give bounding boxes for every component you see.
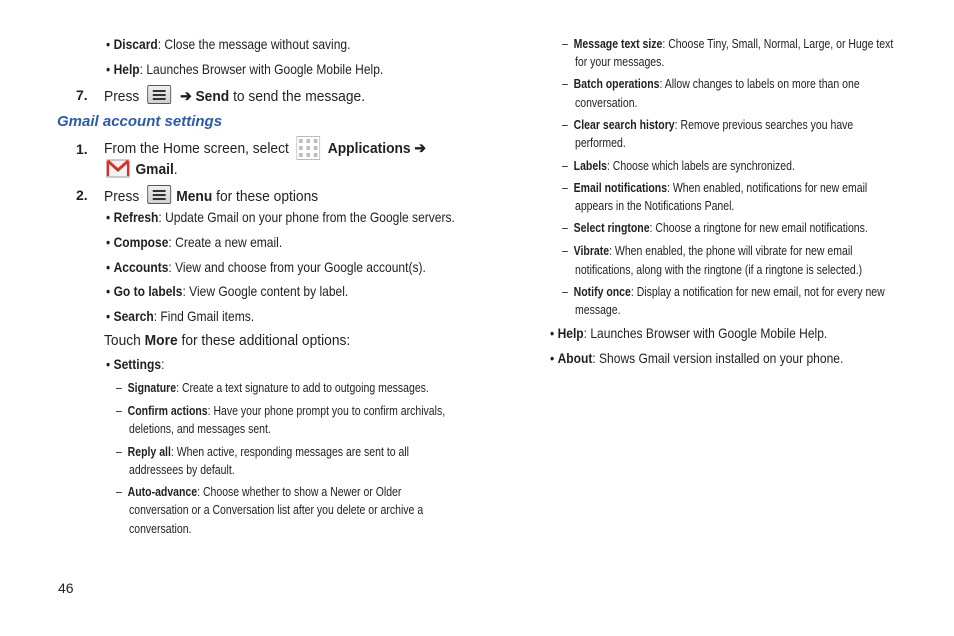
bullet-text: : View Google content by label. [182, 283, 349, 299]
step-text: Press [104, 88, 140, 105]
step-number: 1. [76, 141, 88, 157]
bullet-about: • About: Shows Gmail version installed on your phone. [550, 350, 844, 366]
sub-item-vibrate: – Vibrate: When enabled, the phone will vibrate for new email [562, 244, 853, 258]
step-bold: Gmail [135, 161, 174, 178]
sub-text-cont: deletions, and messages sent. [129, 422, 271, 436]
sub-bold: Clear search history [573, 118, 675, 132]
sub-text: : Choose Tiny, Small, Normal, Large, or Huge text [662, 37, 894, 51]
bullet-bold: Help [557, 325, 584, 341]
sub-bold: Confirm actions [127, 404, 208, 418]
bullet-text: : Close the message without saving. [157, 36, 351, 52]
bullet-bold: Accounts [113, 259, 169, 275]
bullet-help-right: • Help: Launches Browser with Google Mobile Help. [550, 325, 828, 341]
step-bold: Send [195, 88, 230, 105]
step-number: 7. [76, 87, 88, 103]
step-text: Press [104, 188, 140, 205]
bullet-go-to-labels: • Go to labels: View Google content by label. [106, 283, 349, 299]
sub-text: : When enabled, the phone will vibrate for new email [609, 244, 853, 258]
sub-item-auto-advance: – Auto-advance: Choose whether to show a Newer or Older [116, 485, 402, 499]
menu-key-icon [147, 185, 171, 204]
body-text: for these additional options: [181, 332, 351, 349]
bullet-settings: • Settings: [106, 356, 165, 372]
bullet-bold: Help [113, 61, 140, 77]
bullet-text: : View and choose from your Google account(s). [168, 259, 426, 275]
sub-text-cont: for your messages. [575, 55, 665, 69]
step-text: for these options [216, 188, 319, 205]
sub-text-cont: addressees by default. [129, 463, 235, 477]
sub-item-confirm-actions: – Confirm actions: Have your phone prompt you to confirm archivals, [116, 404, 446, 418]
bullet-discard: • Discard: Close the message without saving. [106, 36, 351, 52]
sub-item-clear-search-history: – Clear search history: Remove previous searches you have [562, 118, 854, 132]
bullet-text: : Launches Browser with Google Mobile Help. [583, 325, 828, 341]
sub-text: : Choose which labels are synchronized. [606, 159, 795, 173]
page-number: 46 [58, 580, 74, 596]
bullet-bold: Search [113, 308, 154, 324]
sub-item-email-notifications: – Email notifications: When enabled, notifications for new email [562, 181, 868, 195]
sub-item-reply-all: – Reply all: When active, responding messages are sent to all [116, 445, 410, 459]
sub-text-cont: message. [575, 303, 621, 317]
sub-text-cont: conversation. [575, 96, 638, 110]
arrow-glyph: ➔ [180, 88, 192, 105]
sub-item-labels: – Labels: Choose which labels are synchronized. [562, 159, 795, 173]
sub-text: : Choose a ringtone for new email notifications. [649, 221, 868, 235]
bullet-text: : Launches Browser with Google Mobile Help. [139, 61, 384, 77]
step-1 [104, 136, 454, 160]
bullet-bold: Discard [113, 36, 158, 52]
sub-bold: Reply all [127, 445, 171, 459]
sub-text-cont: performed. [575, 136, 626, 150]
menu-key-icon [147, 85, 171, 104]
bullet-text: : Create a new email. [168, 234, 283, 250]
sub-text: : Create a text signature to add to outgoing messages. [176, 381, 429, 395]
sub-text-cont: conversation or a Conversation list after you delete or archive a [129, 503, 424, 517]
bullet-search: • Search: Find Gmail items. [106, 308, 255, 324]
sub-text: : Allow changes to labels on more than one [659, 77, 860, 91]
applications-grid-icon [296, 136, 320, 160]
step-text: . [173, 161, 178, 178]
step-text: to send the message. [233, 88, 366, 105]
sub-item-signature: – Signature: Create a text signature to add to outgoing messages. [116, 381, 429, 395]
bullet-bold: Go to labels [113, 283, 183, 299]
bullet-bold: About [557, 350, 593, 366]
sub-text: : When enabled, notifications for new email [667, 181, 868, 195]
bullet-text: : Update Gmail on your phone from the Google servers. [158, 209, 455, 225]
step-text: From the Home screen, select [104, 140, 289, 157]
bullet-bold: Settings [113, 356, 162, 372]
step-bold: Menu [176, 188, 213, 205]
sub-bold: Auto-advance [127, 485, 198, 499]
bullet-compose: • Compose: Create a new email. [106, 234, 283, 250]
bullet-text: : Shows Gmail version installed on your phone. [592, 350, 844, 366]
sub-bold: Labels [573, 159, 607, 173]
sub-text-cont: notifications, along with the ringtone (if a ringtone is selected.) [575, 263, 863, 277]
step-number: 2. [76, 187, 88, 203]
bullet-refresh: • Refresh: Update Gmail on your phone from the Google servers. [106, 209, 455, 225]
sub-text-cont: appears in the Notifications Panel. [575, 199, 735, 213]
step-2 [104, 185, 337, 205]
step-bold: Applications ➔ [327, 140, 426, 157]
step-7 [104, 85, 388, 105]
bullet-bold: Compose [113, 234, 169, 250]
bullet-text: : [161, 356, 165, 372]
sub-text-cont: conversation. [129, 522, 192, 536]
touch-more-line [104, 332, 372, 349]
sub-item-select-ringtone: – Select ringtone: Choose a ringtone for new email notifications. [562, 221, 868, 235]
sub-bold: Select ringtone [573, 221, 650, 235]
body-text: Touch [104, 332, 141, 349]
sub-text: : Remove previous searches you have [674, 118, 854, 132]
bullet-bold: Refresh [113, 209, 159, 225]
bullet-text: : Find Gmail items. [153, 308, 255, 324]
sub-bold: Vibrate [573, 244, 610, 258]
sub-bold: Notify once [573, 285, 631, 299]
sub-bold: Batch operations [573, 77, 660, 91]
sub-item-batch-operations: – Batch operations: Allow changes to labels on more than one [562, 77, 860, 91]
bullet-accounts: • Accounts: View and choose from your Google account(s). [106, 259, 426, 275]
sub-bold: Signature [127, 381, 177, 395]
sub-text: : When active, responding messages are sent to all [170, 445, 410, 459]
gmail-envelope-icon [106, 158, 130, 178]
section-heading: Gmail account settings [57, 113, 223, 130]
sub-bold: Message text size [573, 37, 663, 51]
sub-bold: Email notifications [573, 181, 668, 195]
sub-text: : Display a notification for new email, not for every new [630, 285, 885, 299]
sub-item-notify-once: – Notify once: Display a notification for new email, not for every new [562, 285, 885, 299]
sub-item-message-text-size: – Message text size: Choose Tiny, Small, Normal, Large, or Huge text [562, 37, 894, 51]
sub-text: : Choose whether to show a Newer or Older [197, 485, 402, 499]
body-bold: More [144, 332, 178, 349]
step-1-cont [106, 158, 184, 178]
sub-text: : Have your phone prompt you to confirm archivals, [207, 404, 446, 418]
bullet-help: • Help: Launches Browser with Google Mobile Help. [106, 61, 384, 77]
